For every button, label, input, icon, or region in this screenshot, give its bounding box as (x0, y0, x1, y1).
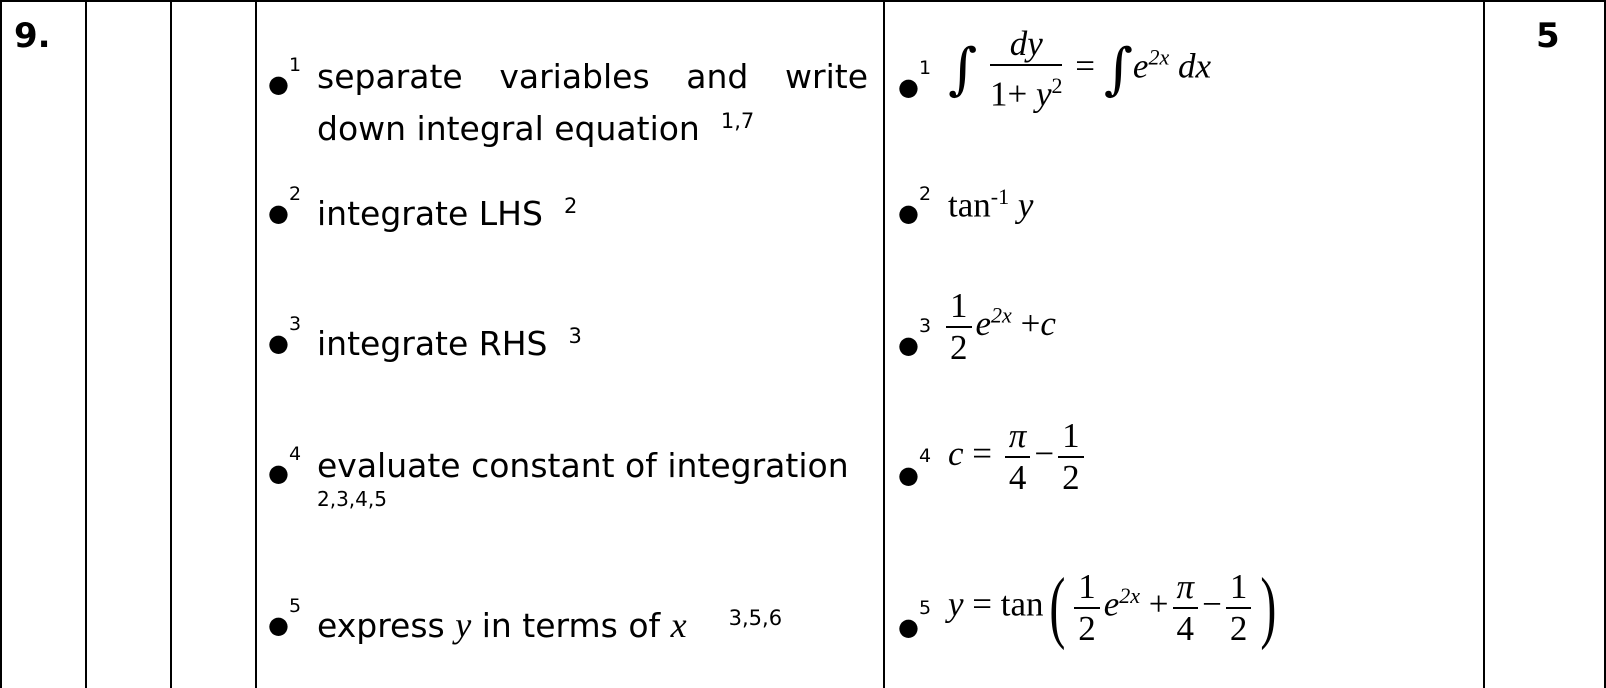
sol-bullet-4: ●$^4$ (898, 445, 932, 489)
bullet-3: ●$^3$ (268, 313, 302, 357)
question-marks: 5 (1536, 16, 1560, 56)
col-border-2 (170, 0, 172, 688)
process-5-refs: 3,5,6 (728, 606, 783, 630)
col-border-5 (1483, 0, 1485, 688)
sol-bullet-1: ●$^1$ (898, 57, 932, 101)
bullet-4: ●$^4$ (268, 443, 302, 487)
process-2-refs: 2 (563, 194, 578, 218)
sol-bullet-5: ●$^5$ (898, 597, 932, 641)
bullet-5: ●$^5$ (268, 595, 302, 639)
solution-4-math: c = $\frac{\pi}{4}$ − $\frac{1}{2}$ (948, 416, 1088, 498)
sol-bullet-2: ●$^2$ (898, 183, 932, 227)
process-5-text-a: express (317, 606, 445, 645)
process-5-var-y: y (455, 605, 472, 645)
solution-5-math: y = tan( $\frac{1}{2}$ $e^{2x}$ + $\frac{\pi}{4}$ − $\frac{1}{2}$ ) (948, 563, 1277, 651)
process-3-text: integrate RHS (317, 324, 548, 363)
col-border-3 (255, 0, 257, 688)
solution-2-math: $\tan^{-1} y$ (948, 184, 1034, 225)
bullet-1: ●$^1$ (268, 54, 302, 98)
process-5-text-b: in terms of (481, 606, 661, 645)
process-4-refs: 2,3,4,5 (317, 487, 387, 511)
col-border-1 (85, 0, 87, 688)
process-5-var-x: x (670, 605, 687, 645)
col-border-0 (0, 0, 2, 688)
process-3-refs: 3 (568, 324, 582, 348)
process-2-text: integrate LHS (317, 194, 543, 233)
process-4-text: evaluate constant of integration (317, 446, 849, 485)
process-1-refs: 1,7 (720, 109, 755, 133)
col-border-4 (883, 0, 885, 688)
table-top-border (0, 0, 1606, 2)
solution-3-math: $\frac{1}{2}$ $e^{2x} +c$ (942, 286, 1056, 368)
process-1-text: separate variables and write (317, 57, 868, 96)
process-1-text2: down integral equation (317, 109, 700, 148)
sol-bullet-3: ●$^3$ (898, 315, 932, 359)
solution-1-math: ∫ $\frac{dy}{1+ y^2}$ = $\int e^{2x}$ dx (948, 24, 1212, 114)
bullet-2: ●$^2$ (268, 183, 302, 227)
question-number: 9. (14, 16, 51, 56)
sol1-num: dy (990, 24, 1063, 66)
